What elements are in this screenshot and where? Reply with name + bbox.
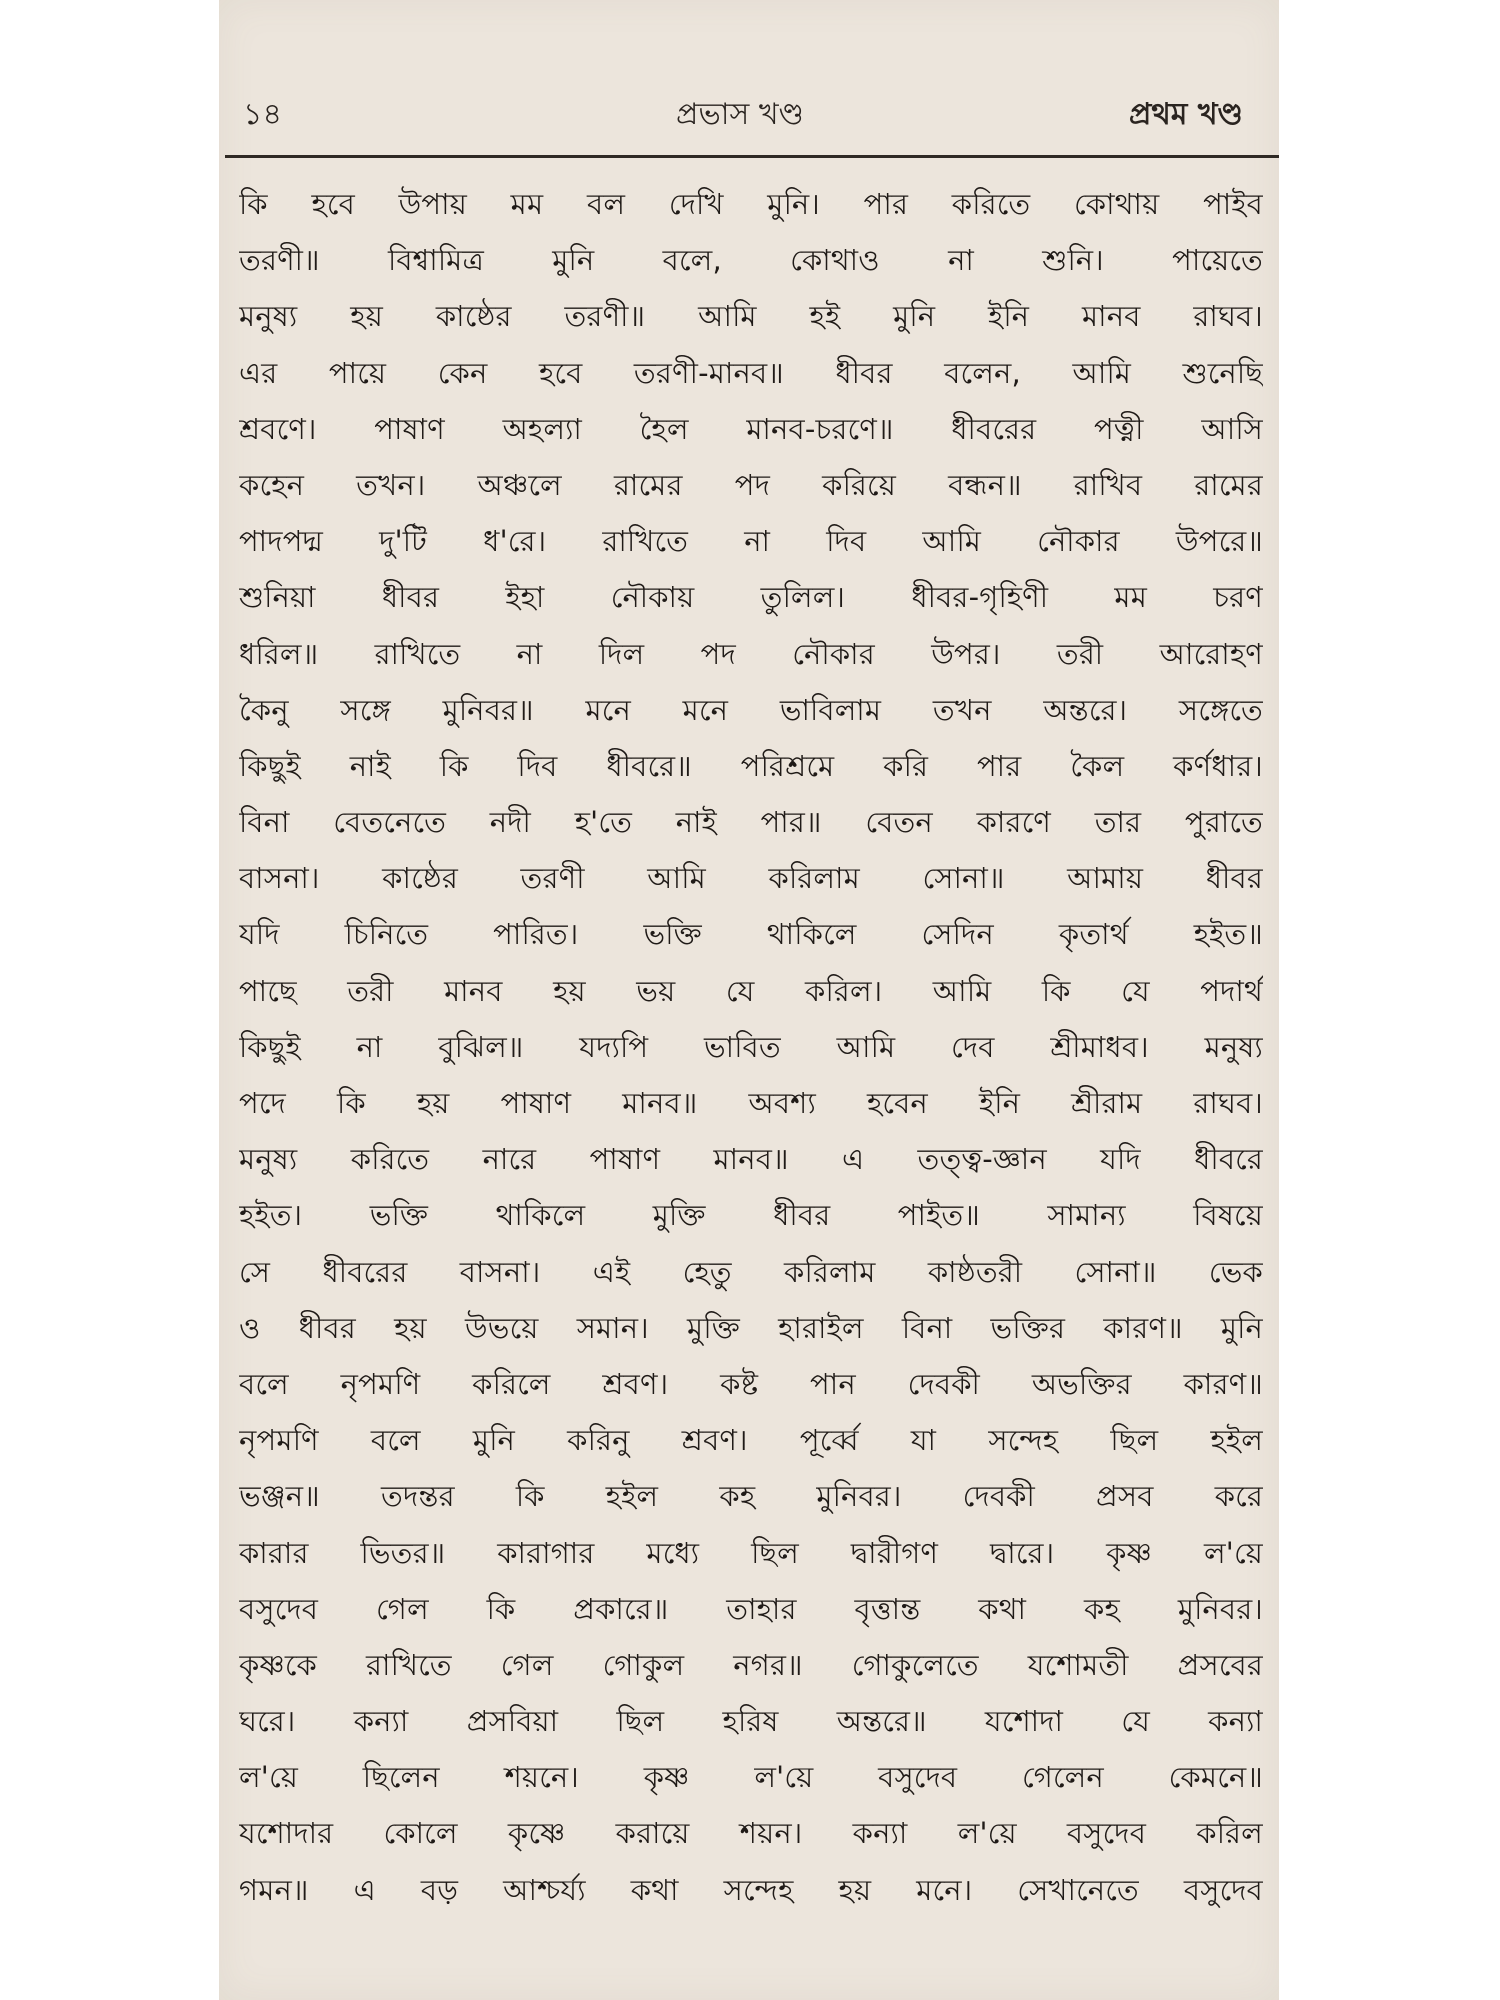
- text-line: তরণী॥ বিশ্বামিত্র মুনি বলে, কোথাও না শুনি। পায়েতে: [239, 243, 1263, 278]
- text-line: কহেন তখন। অঞ্চলে রামের পদ করিয়ে বন্ধন॥ রাখিব রামের: [239, 467, 1263, 502]
- text-line: কৈনু সঙ্গে মুনিবর॥ মনে মনে ভাবিলাম তখন অন্তরে। সঙ্গেতে: [239, 692, 1263, 727]
- text-line: বলে নৃপমণি করিলে শ্রবণ। কষ্ট পান দেবকী অভক্তির কারণ॥: [239, 1366, 1263, 1401]
- text-line: পাছে তরী মানব হয় ভয় যে করিল। আমি কি যে পদার্থ: [239, 973, 1263, 1008]
- body-text: [239, 176, 1263, 1918]
- text-line: বিনা বেতনেতে নদী হ'তে নাই পার॥ বেতন কারণে তার পুরাতে: [239, 805, 1263, 840]
- text-line: কৃষ্ণকে রাখিতে গেল গোকুল নগর॥ গোকুলেতে যশোমতী প্রসবের: [239, 1647, 1263, 1682]
- text-line: বাসনা। কাষ্ঠের তরণী আমি করিলাম সোনা॥ আমায় ধীবর: [239, 861, 1263, 896]
- text-line: শুনিয়া ধীবর ইহা নৌকায় তুলিল। ধীবর-গৃহিণী মম চরণ: [239, 580, 1263, 615]
- running-header: [237, 82, 1243, 138]
- text-line: সে ধীবরের বাসনা। এই হেতু করিলাম কাষ্ঠতরী সোনা॥ ভেক: [239, 1254, 1263, 1289]
- text-line: হইত। ভক্তি থাকিলে মুক্তি ধীবর পাইত॥ সামান্য বিষয়ে: [239, 1198, 1263, 1233]
- text-line: কি হবে উপায় মম বল দেখি মুনি। পার করিতে কোথায় পাইব: [239, 187, 1263, 221]
- text-line: কিছুই নাই কি দিব ধীবরে॥ পরিশ্রমে করি পার কৈল কর্ণধার।: [239, 748, 1263, 783]
- text-line: পাদপদ্ম দু'টি ধ'রে। রাখিতে না দিব আমি নৌকার উপরে॥: [239, 524, 1263, 559]
- part-title: প্রথম খণ্ড: [1128, 97, 1243, 132]
- text-line: ও ধীবর হয় উভয়ে সমান। মুক্তি হারাইল বিনা ভক্তির কারণ॥ মুনি: [239, 1310, 1263, 1345]
- text-line: কিছুই না বুঝিল॥ যদ্যপি ভাবিত আমি দেব শ্রীমাধব। মনুষ্য: [239, 1029, 1263, 1064]
- page-number: ১৪: [243, 97, 282, 132]
- text-line: শ্রবণে। পাষাণ অহল্যা হৈল মানব-চরণে॥ ধীবরের পত্নী আসি: [239, 411, 1263, 446]
- header-rule: [225, 155, 1279, 158]
- text-line: ভঞ্জন॥ তদন্তর কি হইল কহ মুনিবর। দেবকী প্রসব করে: [239, 1479, 1263, 1514]
- text-line: ল'য়ে ছিলেন শয়নে। কৃষ্ণ ল'য়ে বসুদেব গেলেন কেমনে॥: [239, 1760, 1263, 1795]
- book-page: [219, 0, 1279, 2000]
- text-line: গমন॥ এ বড় আশ্চর্য্য কথা সন্দেহ হয় মনে। সেখানেতে বসুদেব: [239, 1872, 1263, 1907]
- text-line: কারার ভিতর॥ কারাগার মধ্যে ছিল দ্বারীগণ দ্বারে। কৃষ্ণ ল'য়ে: [239, 1535, 1263, 1570]
- text-line: মনুষ্য করিতে নারে পাষাণ মানব॥ এ তত্ত্ব-জ্ঞান যদি ধীবরে: [239, 1142, 1263, 1177]
- text-line: যশোদার কোলে কৃষ্ণে করায়ে শয়ন। কন্যা ল'য়ে বসুদেব করিল: [239, 1816, 1263, 1851]
- text-line: ধরিল॥ রাখিতে না দিল পদ নৌকার উপর। তরী আরোহণ: [239, 636, 1263, 671]
- section-title: প্রভাস খণ্ড: [676, 97, 804, 132]
- text-line: নৃপমণি বলে মুনি করিনু শ্রবণ। পূর্ব্বে যা সন্দেহ ছিল হইল: [239, 1423, 1263, 1458]
- text-line: ঘরে। কন্যা প্রসবিয়া ছিল হরিষ অন্তরে॥ যশোদা যে কন্যা: [239, 1704, 1263, 1739]
- text-line: মনুষ্য হয় কাষ্ঠের তরণী॥ আমি হই মুনি ইনি মানব রাঘব।: [239, 299, 1263, 334]
- text-line: বসুদেব গেল কি প্রকারে॥ তাহার বৃত্তান্ত কথা কহ মুনিবর।: [239, 1591, 1263, 1626]
- text-line: যদি চিনিতে পারিত। ভক্তি থাকিলে সেদিন কৃতার্থ হইত॥: [239, 917, 1263, 952]
- text-line: পদে কি হয় পাষাণ মানব॥ অবশ্য হবেন ইনি শ্রীরাম রাঘব।: [239, 1086, 1263, 1120]
- text-line: এর পায়ে কেন হবে তরণী-মানব॥ ধীবর বলেন, আমি শুনেছি: [239, 355, 1263, 390]
